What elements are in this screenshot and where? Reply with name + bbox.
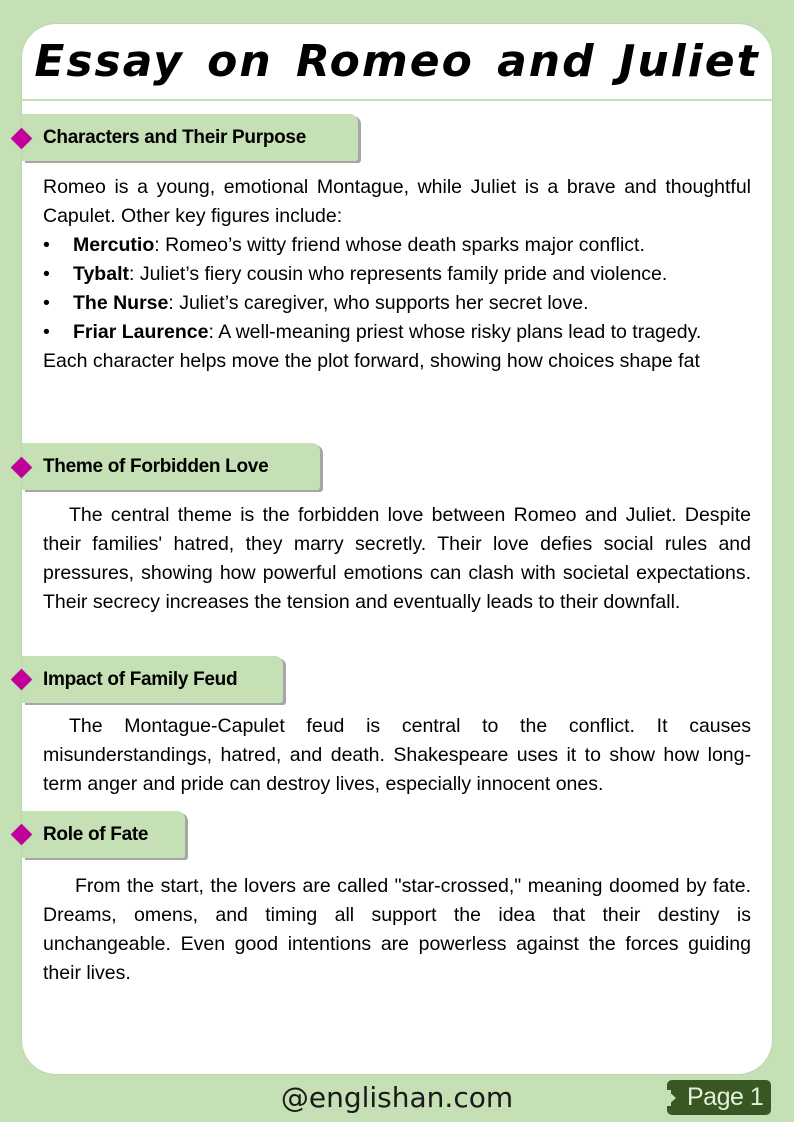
list-item: [43, 260, 751, 289]
page-number-badge: [667, 1080, 771, 1115]
section-heading-text: Role of Fate: [43, 824, 149, 845]
characters-intro: Romeo is a young, emotional Montague, while Juliet is a brave and thoughtful Capulet. Other key figures include:: [43, 176, 751, 227]
bullet-icon: •: [43, 321, 50, 343]
list-item: [43, 289, 751, 318]
fate-paragraph: From the start, the lovers are called "star-crossed," meaning doomed by fate. Dreams, omens, and timing all support the idea that their destiny is unchangeable. Even good intentions are powerless against the forces guiding their lives.: [43, 875, 751, 984]
site-watermark: @englishan.com: [280, 1081, 514, 1114]
section-heading-family-feud: [22, 656, 283, 703]
arrow-notch-icon: [667, 1090, 676, 1106]
title-divider: [22, 99, 772, 101]
section-body-fate: [43, 872, 751, 988]
character-name: Mercutio: [73, 234, 155, 256]
section-body-characters: [43, 173, 751, 376]
character-name: Friar Laurence: [73, 321, 209, 343]
characters-list: [43, 231, 751, 347]
bullet-icon: •: [43, 234, 50, 256]
family-feud-paragraph: The Montague-Capulet feud is central to the conflict. It causes misunderstandings, hatred, and death. Shakespeare uses it to show how long-term anger and pride can destroy lives, especially innocent ones.: [43, 715, 751, 795]
page-title: Essay on Romeo and Juliet: [34, 36, 760, 87]
section-heading-fate: [22, 811, 185, 858]
bullet-icon: •: [43, 292, 50, 314]
character-description: : Juliet’s fiery cousin who represents family pride and violence.: [128, 263, 668, 285]
character-description: : Romeo’s witty friend whose death sparks major conflict.: [154, 234, 645, 256]
section-heading-forbidden-love: [22, 443, 320, 490]
bullet-icon: •: [43, 263, 50, 285]
section-heading-characters: [22, 114, 358, 161]
character-name: Tybalt: [73, 263, 129, 285]
character-name: The Nurse: [73, 292, 169, 314]
section-heading-text: Impact of Family Feud: [43, 669, 238, 690]
character-description: : A well-meaning priest whose risky plans lead to tragedy.: [208, 321, 702, 343]
section-body-forbidden-love: [43, 501, 751, 617]
page-number-label: Page 1: [687, 1083, 764, 1111]
characters-outro: Each character helps move the plot forward, showing how choices shape fat: [43, 350, 700, 372]
section-heading-text: Theme of Forbidden Love: [43, 456, 269, 477]
list-item: [43, 231, 751, 260]
list-item: [43, 318, 751, 347]
character-description: : Juliet’s caregiver, who supports her secret love.: [168, 292, 589, 314]
section-body-family-feud: [43, 712, 751, 799]
forbidden-love-paragraph: The central theme is the forbidden love between Romeo and Juliet. Despite their families' hatred, they marry secretly. Their love defies social rules and pressures, showing how powerful emotions can clash with societal expectations. Their secrecy increases the tension and eventually leads to their downfall.: [43, 504, 751, 613]
section-heading-text: Characters and Their Purpose: [43, 127, 306, 148]
